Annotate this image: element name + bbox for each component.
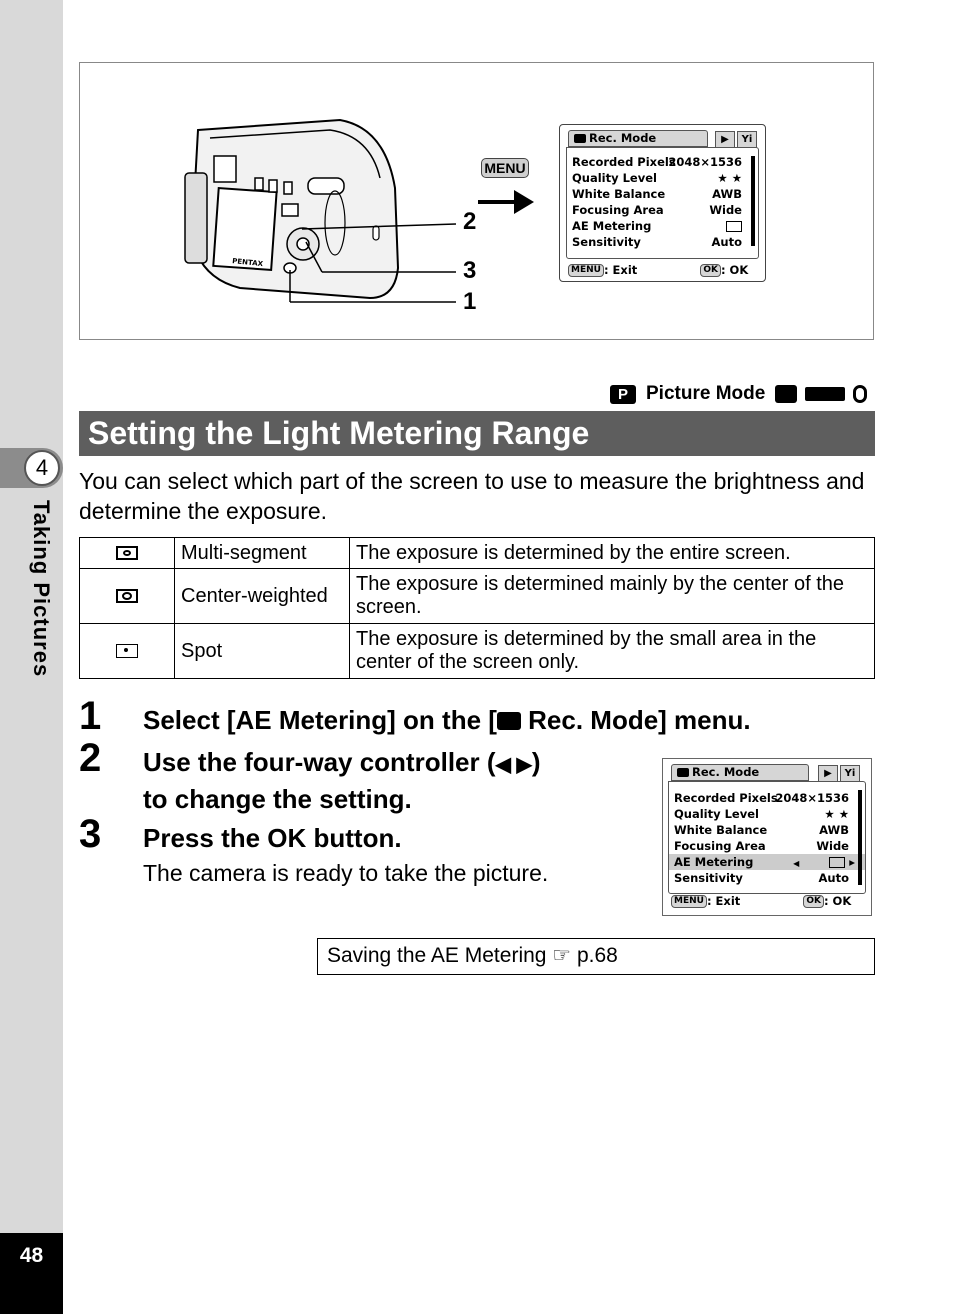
reference-box: Saving the AE Metering ☞ p.68 bbox=[317, 938, 875, 975]
lcd-body bbox=[566, 147, 759, 259]
portrait-icon bbox=[775, 385, 797, 403]
setup-icon: Yi bbox=[840, 765, 860, 782]
lcd-row: Focusing Area Wide bbox=[572, 203, 742, 217]
section-title: Setting the Light Metering Range bbox=[79, 411, 875, 456]
movie-icon bbox=[805, 387, 845, 401]
table-row bbox=[80, 538, 875, 569]
multi-segment-icon bbox=[829, 857, 845, 868]
table-cell bbox=[80, 624, 175, 679]
lcd-row: Recorded Pixels 2048×1536 bbox=[674, 791, 849, 805]
lcd-row: Focusing Area Wide bbox=[674, 839, 849, 853]
program-mode-badge: P bbox=[610, 385, 636, 404]
lcd-tab-icons bbox=[818, 765, 860, 782]
lcd-row-selected: AE Metering ◀ ▸ bbox=[669, 854, 865, 870]
lcd-row: Sensitivity Auto bbox=[572, 235, 742, 249]
mode-header bbox=[610, 382, 867, 406]
page-number: 48 bbox=[19, 1244, 44, 1267]
voice-icon bbox=[853, 385, 867, 403]
step-1-number: 1 bbox=[79, 694, 102, 738]
callout-1: 1 bbox=[463, 288, 477, 315]
step-2-number: 2 bbox=[79, 736, 102, 780]
callout-3: 3 bbox=[463, 257, 477, 284]
step-1-text: Select [AE Metering] on the [ Rec. Mode] menu. bbox=[143, 705, 751, 735]
arrow-right-icon bbox=[478, 188, 536, 216]
lcd-footer: MENU : Exit OK : OK bbox=[671, 894, 861, 912]
multi-segment-icon bbox=[726, 221, 742, 232]
camera-icon bbox=[574, 134, 586, 143]
lcd-row: AE Metering bbox=[567, 218, 758, 234]
lcd-scrollbar bbox=[858, 790, 862, 885]
step-2-text: Use the four-way controller (◀ ▶) to change the setting. bbox=[143, 747, 541, 814]
lcd-row: Quality Level ★ ★ bbox=[674, 807, 849, 821]
mode-label: Picture Mode bbox=[646, 383, 766, 404]
callout-lines bbox=[280, 215, 460, 310]
camera-brand: PENTAX bbox=[231, 256, 264, 269]
table-row bbox=[80, 569, 875, 624]
step-3-number: 3 bbox=[79, 812, 102, 856]
table-cell bbox=[80, 569, 175, 624]
table-row bbox=[80, 624, 875, 679]
playback-icon: ▶ bbox=[715, 131, 735, 148]
intro-paragraph: You can select which part of the screen to use to measure the brightness and determine the exposure. bbox=[79, 468, 865, 524]
table-cell: Multi-segment bbox=[175, 538, 350, 569]
lcd-menu-after bbox=[668, 764, 866, 894]
step-3-description: The camera is ready to take the picture. bbox=[143, 860, 549, 886]
center-weighted-icon bbox=[116, 589, 138, 603]
lcd-row: White Balance AWB bbox=[572, 187, 742, 201]
lcd-scrollbar bbox=[751, 156, 755, 246]
table-cell: The exposure is determined by the small area in the center of the screen only. bbox=[350, 624, 875, 679]
table-cell: The exposure is determined by the entire screen. bbox=[350, 538, 875, 569]
left-right-arrows-icon: ◀ ▶ bbox=[495, 754, 532, 776]
lcd-footer: MENU : Exit OK : OK bbox=[568, 262, 757, 278]
playback-icon: ▶ bbox=[818, 765, 838, 782]
spot-icon bbox=[116, 644, 138, 658]
lcd-row: Quality Level ★ ★ bbox=[572, 171, 742, 185]
step-3-text: Press the OK button. bbox=[143, 823, 402, 853]
lcd-tab: Rec. Mode bbox=[568, 130, 708, 147]
chapter-number: 4 bbox=[24, 450, 60, 486]
lcd-row: Sensitivity Auto bbox=[674, 871, 849, 885]
multi-segment-icon bbox=[116, 546, 138, 560]
lcd-tab: Rec. Mode bbox=[671, 764, 809, 781]
lcd-menu-before bbox=[559, 124, 766, 282]
lcd-row: Recorded Pixels 2048×1536 bbox=[572, 155, 742, 169]
chapter-title: Taking Pictures bbox=[29, 500, 54, 678]
metering-table bbox=[79, 537, 875, 679]
menu-key-label: MENU bbox=[481, 158, 529, 178]
lcd-body bbox=[668, 781, 866, 894]
setup-icon: Yi bbox=[737, 131, 757, 148]
camera-icon bbox=[677, 768, 689, 777]
table-cell: The exposure is determined mainly by the center of the screen. bbox=[350, 569, 875, 624]
table-cell bbox=[80, 538, 175, 569]
table-cell: Center-weighted bbox=[175, 569, 350, 624]
picture-mode-icons bbox=[775, 385, 867, 403]
lcd-row: White Balance AWB bbox=[674, 823, 849, 837]
lcd-tab-icons bbox=[715, 131, 757, 148]
camera-icon bbox=[497, 712, 521, 730]
callout-2: 2 bbox=[463, 208, 477, 235]
table-cell: Spot bbox=[175, 624, 350, 679]
